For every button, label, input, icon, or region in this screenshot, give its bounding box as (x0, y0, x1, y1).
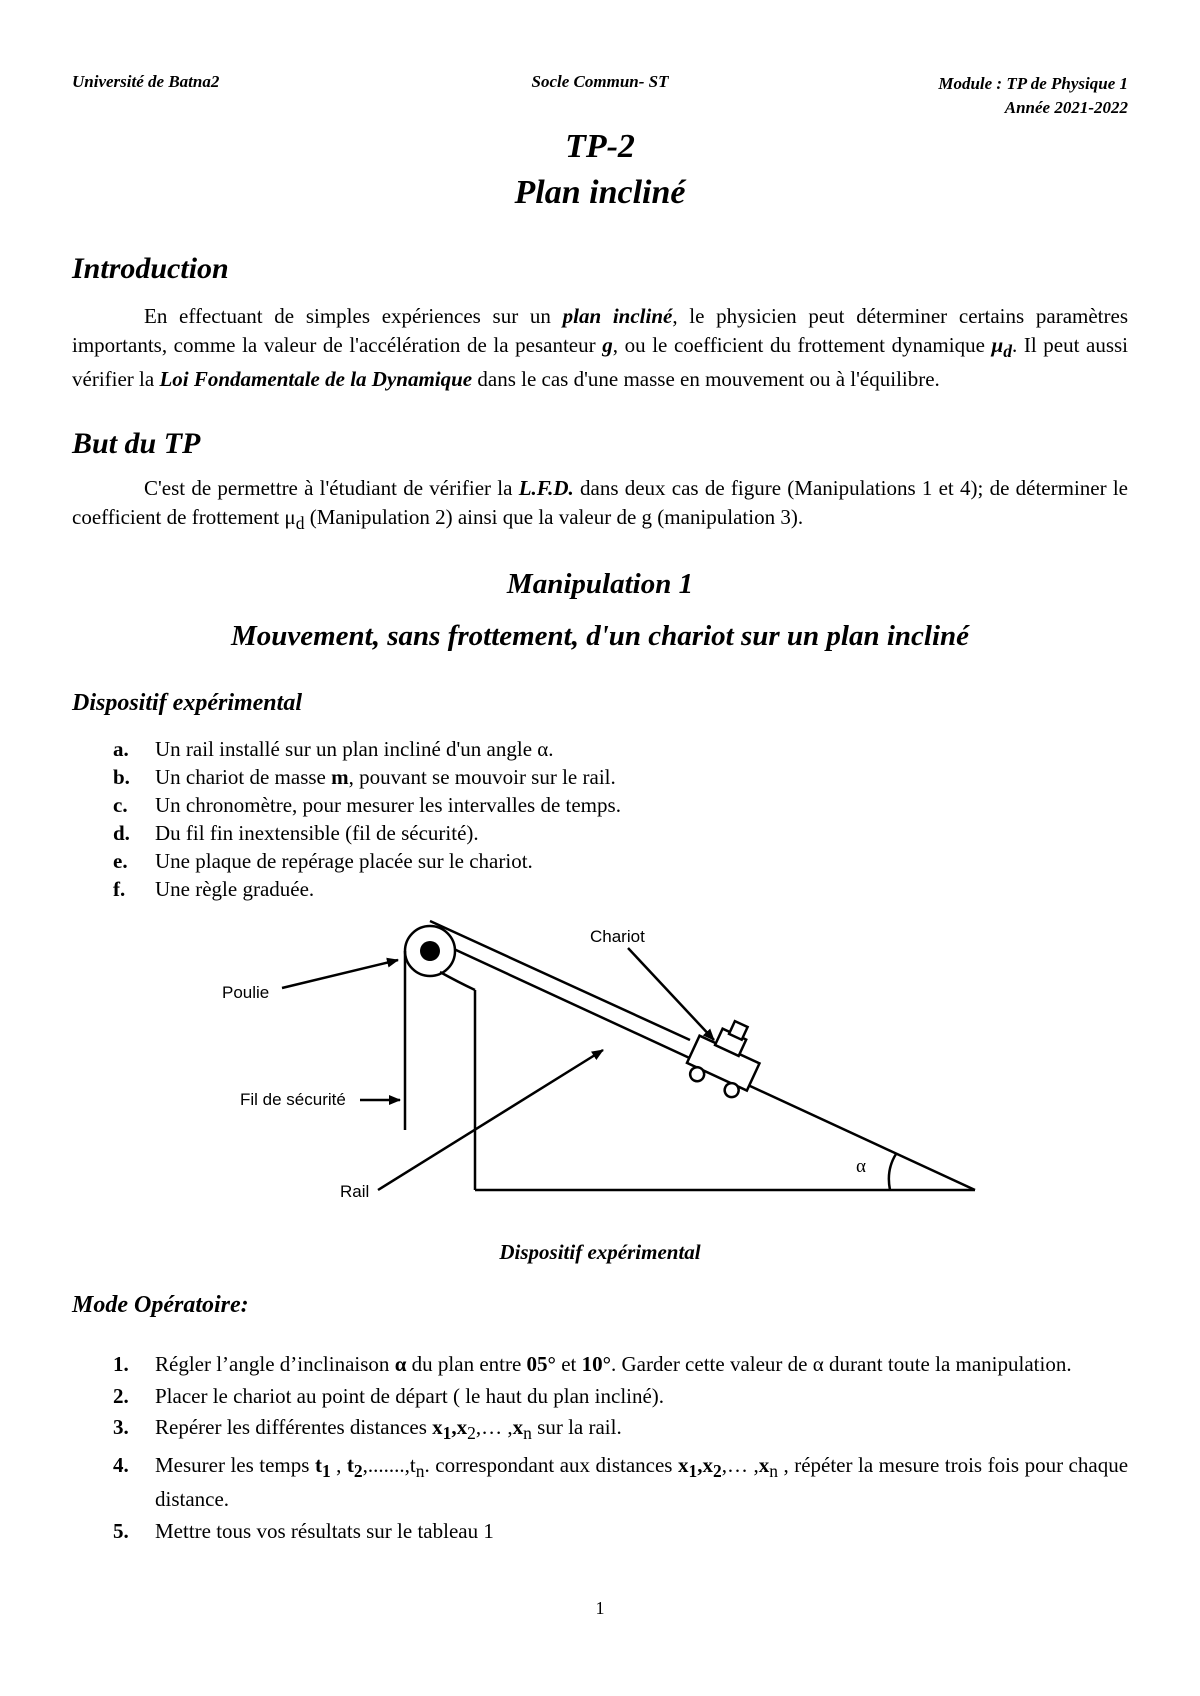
list-item: 5. Mettre tous vos résultats sur le tableau 1 (113, 1518, 494, 1543)
list-item: d. Du fil fin inextensible (fil de sécurité). (113, 821, 479, 845)
list-item: f. Une règle graduée. (113, 877, 315, 901)
header-university: Université de Batna2 (72, 72, 220, 91)
page-number: 1 (595, 1598, 605, 1618)
chariot-arrow (628, 948, 714, 1040)
list-item: b. Un chariot de masse m, pouvant se mouvoir sur le rail. (113, 765, 616, 789)
manipulation-heading: Manipulation 1 (506, 568, 694, 600)
list-item: c. Un chronomètre, pour mesurer les intervalles de temps. (113, 793, 621, 817)
label-rail: Rail (340, 1182, 370, 1201)
list-item: 1. Régler l’angle d’inclinaison α du plan entre 05° et 10°. Garder cette valeur de α durant toute la manipulation. (113, 1352, 1072, 1376)
list-item: 4. Mesurer les temps $t_1$ , $t_2,.......,t_n$. correspondant aux distances $x_1,x_2,\dots$ $,x_n$ , répéter la mesure trois fois pour chaque distance. (113, 1452, 1129, 1512)
list-item: 3. Repérer les différentes distances $x_1,x_2,\dots$ $,x_n$ sur la rail. (113, 1415, 622, 1444)
introduction-paragraph: En effectuant de simples expériences sur un plan incliné, le physicien peut déterminer certains paramètres importants, comme la valeur de l'accélération de la pesanteur g, ou le coefficient du frottement dynamique $\mu_d$. Il peut aussi vérifier la Loi Fondamentale de la Dynamique dans le cas d'une masse en mouvement ou à l'équilibre. (72, 304, 1129, 392)
title-subject: Plan incliné (514, 174, 686, 211)
procedure-steps (113, 1350, 1128, 1548)
list-item: a. Un rail installé sur un plan incliné d'un angle α. (113, 737, 554, 761)
poulie-arrow (282, 960, 398, 988)
list-item: e. Une plaque de repérage placée sur le chariot. (113, 849, 533, 873)
header-year: Année 2021-2022 (1004, 98, 1128, 117)
dispositif-heading: Dispositif expérimental (72, 690, 302, 716)
label-poulie: Poulie (222, 983, 270, 1002)
rail-arrow (378, 1050, 603, 1190)
list-item: 2. Placer le chariot au point de départ ( le haut du plan incliné). (113, 1383, 665, 1408)
angle-arc (889, 1154, 896, 1190)
introduction-heading: Introduction (72, 252, 229, 285)
title-tp-number: TP-2 (565, 128, 635, 165)
manipulation-subtitle: Mouvement, sans frottement, d'un chariot sur un plan incliné (230, 620, 970, 652)
pulley-icon (405, 926, 455, 976)
label-fil-securite: Fil de sécurité (240, 1090, 346, 1109)
label-chariot: Chariot (590, 927, 645, 946)
mode-heading: Mode Opératoire: (72, 1292, 249, 1318)
but-paragraph: C'est de permettre à l'étudiant de vérifier la L.F.D. dans deux cas de figure (Manipulations 1 et 4); de déterminer le coefficient de frottement $\mu_d$ (Manipulation 2) ainsi que la valeur de g (manipulation 3). (72, 476, 1128, 533)
rail-line (430, 921, 690, 1040)
header-module-name: Module : TP de Physique 1 (938, 74, 1128, 93)
but-heading: But du TP (72, 427, 201, 460)
header-course: Socle Commun- ST (531, 72, 669, 91)
label-angle: α (856, 1156, 866, 1177)
figure-caption: Dispositif expérimental (499, 1240, 701, 1264)
